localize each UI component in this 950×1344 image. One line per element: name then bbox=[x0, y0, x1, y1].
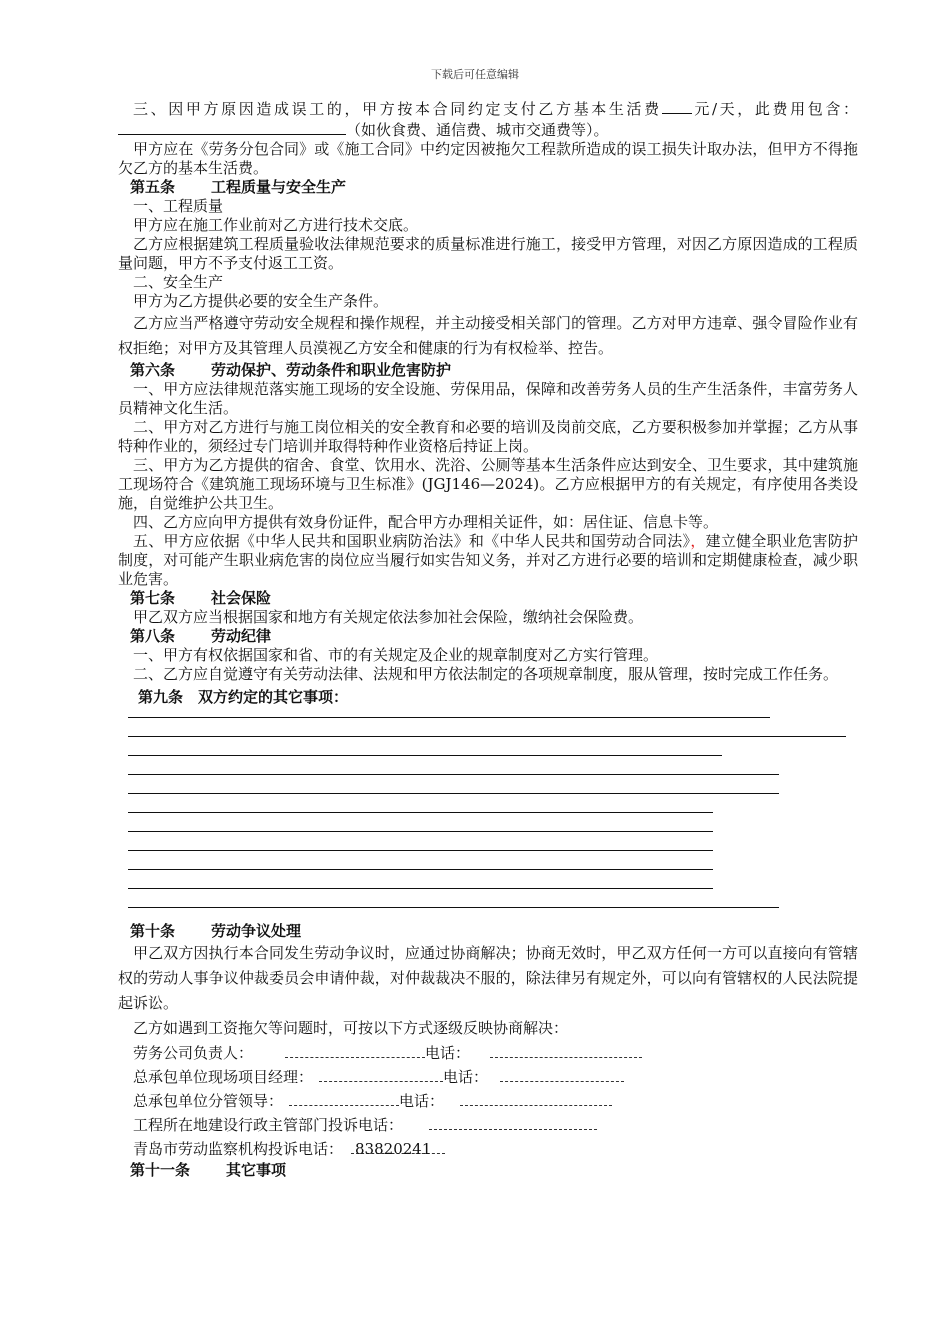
article-number: 第十一条 bbox=[130, 1161, 191, 1179]
contact-row bbox=[133, 1041, 858, 1065]
article8-clause1: 一、甲方有权依据国家和省、市的有关规定及企业的规章制度对乙方实行管理。 bbox=[133, 646, 659, 664]
article-number: 第五条 bbox=[130, 178, 176, 196]
article6-clause4: 四、乙方应向甲方提供有效身份证件，配合甲方办理相关证件，如：居住证、信息卡等。 bbox=[133, 513, 719, 531]
blank-line[interactable] bbox=[128, 850, 713, 851]
contact-row bbox=[133, 1137, 858, 1161]
phone-label: 电话： bbox=[443, 1068, 489, 1086]
article5-paragraph: 甲方为乙方提供必要的安全生产条件。 bbox=[133, 292, 389, 310]
phone-label: 电话： bbox=[425, 1044, 471, 1062]
contact-label: 劳务公司负责人： bbox=[133, 1044, 254, 1062]
article-title: 劳动争议处理 bbox=[211, 922, 302, 940]
article-number: 第八条 bbox=[130, 627, 176, 645]
article5-section2: 二、安全生产 bbox=[133, 273, 224, 291]
article6-clause2: 二、甲方对乙方进行与施工岗位相关的安全教育和必要的培训及岗前交底，乙方要积极参加并掌握；乙方从事特种作业的，须经过专门培训并取得特种作业资格后持证上岗。 bbox=[118, 418, 858, 455]
article-number: 第十条 bbox=[130, 922, 176, 940]
other-matters-lines[interactable] bbox=[128, 707, 858, 932]
article4-clause3 bbox=[118, 98, 858, 140]
article-title: 社会保险 bbox=[211, 589, 272, 607]
contact-name-field[interactable] bbox=[289, 1089, 399, 1106]
blank-line[interactable] bbox=[128, 793, 779, 794]
phone-field[interactable]: 83820241 bbox=[351, 1137, 445, 1154]
red-comma: ， bbox=[690, 532, 706, 550]
clause-text: 建立健全职业危害防护制度，对可能产生职业病危害的岗位应当履行如实告知义务，并对乙方进行必要的培训和定期健康检查，减少职业危害。 bbox=[118, 532, 858, 588]
article9-heading: 第九条 双方约定的其它事项： bbox=[138, 688, 349, 706]
clause-text: 五、甲方应依据《中华人民共和国职业病防治法》和《中华人民共和国劳动合同法》 bbox=[133, 532, 691, 550]
clause-text: （如伙食费、通信费、城市交通费等）。 bbox=[346, 121, 609, 139]
contact-list bbox=[118, 1041, 858, 1161]
article-title: 工程质量与安全生产 bbox=[211, 178, 347, 196]
article10-paragraph: 甲乙双方因执行本合同发生劳动争议时，应通过协商解决；协商无效时，甲乙双方任何一方可以直接向有管辖权的劳动人事争议仲裁委员会申请仲裁，对仲裁裁决不服的，除法律另有规定外，可以向有管辖权的人民法院提起诉讼。 bbox=[118, 944, 858, 1012]
phone-field[interactable] bbox=[500, 1065, 624, 1082]
article4-clause4: 甲方应在《劳务分包合同》或《施工合同》中约定因被拖欠工程款所造成的误工损失计取办法，但甲方不得拖欠乙方的基本生活费。 bbox=[118, 140, 858, 177]
contact-label: 工程所在地建设行政主管部门投诉电话： bbox=[133, 1116, 404, 1134]
article7-heading bbox=[118, 589, 858, 608]
blank-line[interactable] bbox=[128, 755, 722, 756]
article10-escalation: 乙方如遇到工资拖欠等问题时，可按以下方式逐级反映协商解决： bbox=[133, 1019, 569, 1037]
blank-line[interactable] bbox=[128, 888, 713, 889]
daily-fee-blank[interactable] bbox=[662, 98, 692, 114]
article-title: 劳动保护、劳动条件和职业危害防护 bbox=[211, 361, 452, 379]
page-header-note: 下载后可任意编辑 bbox=[431, 68, 519, 81]
article5-paragraph: 乙方应当严格遵守劳动安全规程和操作规程，并主动接受相关部门的管理。乙方对甲方违章、强令冒险作业有权拒绝；对甲方及其管理人员漠视乙方安全和健康的行为有权检举、控告。 bbox=[118, 314, 858, 357]
clause-text: 三、因甲方原因造成误工的，甲方按本合同约定支付乙方基本生活费 bbox=[133, 100, 662, 118]
article5-heading bbox=[118, 178, 858, 197]
contact-name-field[interactable] bbox=[285, 1041, 425, 1058]
blank-line[interactable] bbox=[128, 869, 713, 870]
article8-clause2: 二、乙方应自觉遵守有关劳动法律、法规和甲方依法制定的各项规章制度，服从管理，按时完成工作任务。 bbox=[133, 665, 839, 683]
contact-label: 总承包单位现场项目经理： bbox=[133, 1068, 314, 1086]
blank-line[interactable] bbox=[128, 831, 713, 832]
article-number: 第六条 bbox=[130, 361, 176, 379]
clause-text: 元/天，此费用包含： bbox=[691, 100, 858, 118]
phone-field[interactable] bbox=[460, 1089, 612, 1106]
contact-row bbox=[133, 1065, 858, 1089]
blank-line[interactable] bbox=[128, 736, 846, 737]
blank-line[interactable] bbox=[128, 717, 770, 718]
article5-section1: 一、工程质量 bbox=[133, 197, 224, 215]
article6-clause5 bbox=[118, 532, 858, 589]
article5-paragraph: 甲方应在施工作业前对乙方进行技术交底。 bbox=[133, 216, 419, 234]
article7-paragraph: 甲乙双方应当根据国家和地方有关规定依法参加社会保险，缴纳社会保险费。 bbox=[133, 608, 644, 626]
contact-row bbox=[133, 1089, 858, 1113]
phone-field[interactable] bbox=[490, 1041, 642, 1058]
blank-line[interactable] bbox=[128, 812, 713, 813]
contact-name-field[interactable] bbox=[319, 1065, 443, 1082]
article6-clause3: 三、甲方为乙方提供的宿舍、食堂、饮用水、洗浴、公厕等基本生活条件应达到安全、卫生要求，其中建筑施工现场符合《建筑施工现场环境与卫生标准》(JGJ146—2024)。乙方应根据甲方的有关规定，有序使用各类设施，自觉维护公共卫生。 bbox=[118, 456, 858, 512]
blank-line[interactable] bbox=[128, 774, 779, 775]
article11-heading bbox=[118, 1161, 858, 1180]
blank-line[interactable] bbox=[128, 907, 779, 908]
article-number: 第七条 bbox=[130, 589, 176, 607]
contact-label: 青岛市劳动监察机构投诉电话： bbox=[133, 1140, 344, 1158]
article6-heading bbox=[118, 361, 858, 380]
contact-label: 总承包单位分管领导： bbox=[133, 1092, 284, 1110]
article-title: 劳动纪律 bbox=[211, 627, 272, 645]
fee-includes-blank[interactable] bbox=[118, 119, 346, 135]
phone-field[interactable] bbox=[429, 1113, 597, 1130]
article8-heading bbox=[118, 627, 858, 646]
article-title: 其它事项 bbox=[226, 1161, 287, 1179]
phone-label: 电话： bbox=[399, 1092, 445, 1110]
contact-row bbox=[133, 1113, 858, 1137]
contract-body bbox=[118, 98, 858, 1180]
article5-paragraph: 乙方应根据建筑工程质量验收法律规范要求的质量标准进行施工，接受甲方管理，对因乙方原因造成的工程质量问题，甲方不予支付返工工资。 bbox=[118, 235, 858, 272]
article6-clause1: 一、甲方应法律规范落实施工现场的安全设施、劳保用品，保障和改善劳务人员的生产生活条件，丰富劳务人员精神文化生活。 bbox=[118, 380, 858, 417]
